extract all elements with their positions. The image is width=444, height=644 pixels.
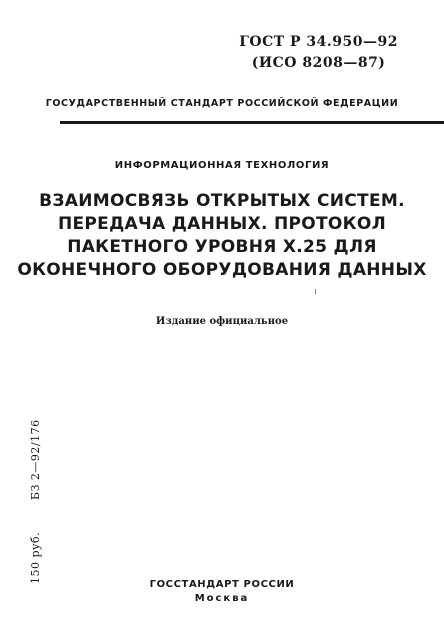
iso-number: (ИСО 8208—87) (251, 55, 386, 71)
publisher-city: Москва (194, 593, 250, 604)
publisher-block (0, 578, 444, 606)
standard-designation (239, 32, 398, 74)
subject-area: ИНФОРМАЦИОННАЯ ТЕХНОЛОГИЯ (114, 160, 330, 171)
title-line: ВЗАИМОСВЯЗЬ ОТКРЫТЫХ СИСТЕМ. (39, 191, 405, 211)
print-speck (315, 289, 316, 294)
title-line: ОКОНЕЧНОГО ОБОРУДОВАНИЯ ДАННЫХ (17, 260, 427, 280)
title-line: ПЕРЕДАЧА ДАННЫХ. ПРОТОКОЛ (57, 214, 387, 234)
edition-note: Издание официальное (155, 316, 289, 327)
publisher-name: ГОССТАНДАРТ РОССИИ (149, 579, 295, 590)
heading-rule-divider (60, 121, 444, 124)
national-standard-heading: ГОСУДАРСТВЕННЫЙ СТАНДАРТ РОССИЙСКОЙ ФЕДЕРАЦИИ (45, 98, 399, 109)
side-price: 150 руб. (29, 531, 42, 584)
title-line: ПАКЕТНОГО УРОВНЯ Х.25 ДЛЯ (67, 237, 377, 257)
gost-number: ГОСТ Р 34.950—92 (239, 34, 398, 50)
document-title (0, 190, 444, 282)
side-catalog-code: БЗ 2—92/176 (29, 419, 42, 500)
